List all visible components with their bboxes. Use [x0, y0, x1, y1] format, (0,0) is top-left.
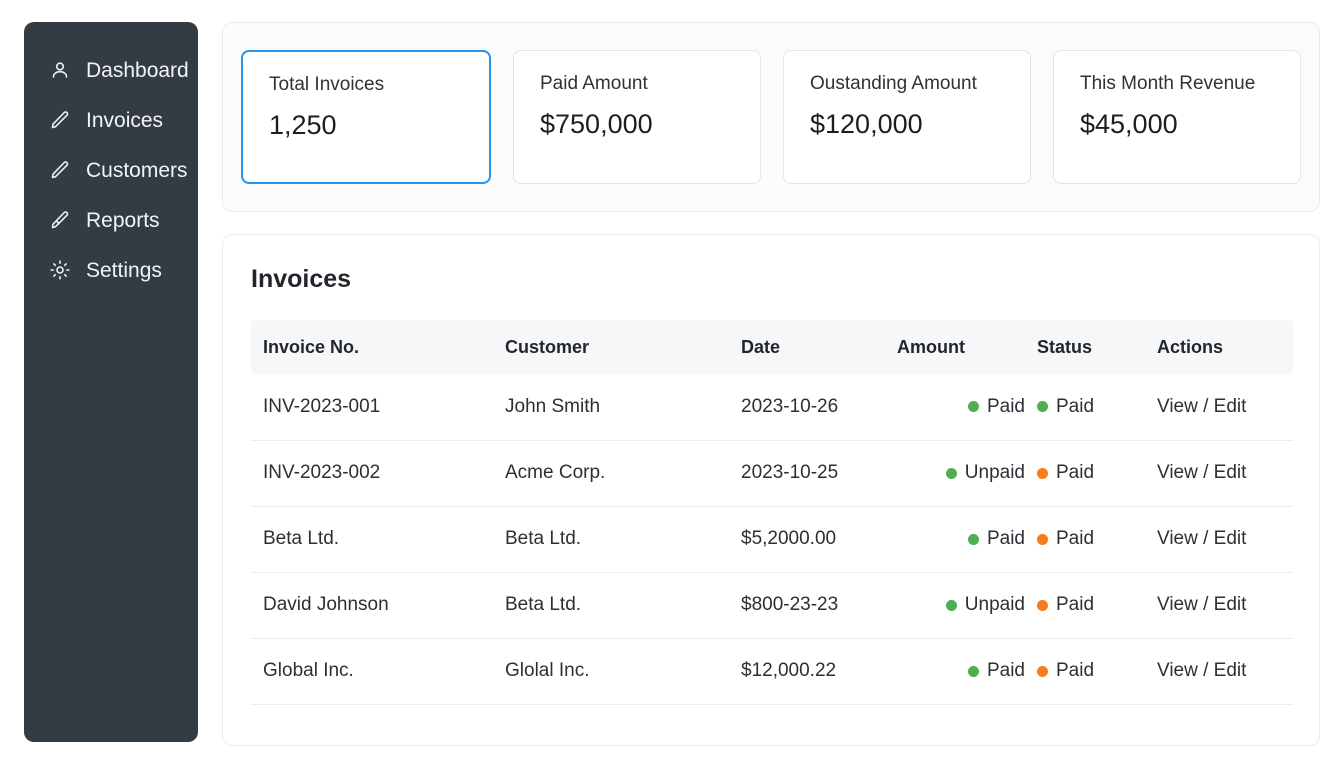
status-dot-icon — [968, 401, 979, 412]
cell-amount-text: Paid — [986, 660, 1025, 681]
cell-invoice-no: David Johnson — [251, 572, 493, 638]
status-badge: Paid — [1056, 660, 1095, 681]
status-dot-icon — [1037, 666, 1048, 677]
stat-card-outstanding-amount[interactable] — [783, 50, 1031, 184]
main-content — [222, 22, 1320, 746]
cell-invoice-no: Beta Ltd. — [251, 506, 493, 572]
pencil-icon — [48, 208, 72, 232]
sidebar — [24, 22, 198, 742]
stat-label: Paid Amount — [540, 73, 648, 94]
view-edit-link[interactable]: View / Edit — [1157, 660, 1247, 681]
status-dot-icon — [946, 600, 957, 611]
table-row[interactable] — [251, 374, 1293, 440]
cell-amount-text: Unpaid — [964, 462, 1025, 483]
cell-invoice-no: INV-2023-001 — [251, 374, 493, 440]
table-row[interactable] — [251, 572, 1293, 638]
table-row[interactable] — [251, 506, 1293, 572]
cell-amount-text: Paid — [986, 528, 1025, 549]
stat-value: $45,000 — [1080, 109, 1178, 139]
sidebar-item-label: Settings — [86, 258, 162, 282]
table-header-row — [251, 320, 1293, 374]
cell-amount-text: Paid — [986, 395, 1025, 417]
cell-amount — [885, 506, 1025, 572]
cell-customer: Beta Ltd. — [493, 506, 729, 572]
stat-card-paid-amount[interactable] — [513, 50, 761, 184]
column-header-customer[interactable]: Customer — [493, 320, 729, 374]
status-dot-icon — [946, 468, 957, 479]
cell-customer: Beta Ltd. — [493, 572, 729, 638]
table-row[interactable] — [251, 638, 1293, 704]
column-header-status[interactable]: Status — [1025, 320, 1145, 374]
cell-date: 2023-10-26 — [729, 374, 885, 440]
cell-status — [1025, 374, 1145, 440]
cell-date: $12,000.22 — [729, 638, 885, 704]
stat-value: $120,000 — [810, 109, 923, 139]
cell-amount-text: Unpaid — [964, 594, 1025, 615]
status-badge: Paid — [1056, 462, 1095, 483]
sidebar-item-reports[interactable] — [24, 198, 198, 242]
cell-customer: Glolal Inc. — [493, 638, 729, 704]
cell-actions — [1145, 572, 1293, 638]
invoices-panel — [222, 234, 1320, 746]
cell-status — [1025, 506, 1145, 572]
sidebar-item-invoices[interactable] — [24, 98, 198, 142]
invoices-table — [251, 320, 1293, 705]
column-header-amount[interactable]: Amount — [885, 320, 1025, 374]
cell-amount — [885, 638, 1025, 704]
cell-date: 2023-10-25 — [729, 440, 885, 506]
cell-actions — [1145, 440, 1293, 506]
view-edit-link[interactable]: View / Edit — [1157, 395, 1247, 417]
cell-actions — [1145, 506, 1293, 572]
cell-date: $5,2000.00 — [729, 506, 885, 572]
stat-label: Oustanding Amount — [810, 73, 977, 94]
cell-status — [1025, 440, 1145, 506]
status-dot-icon — [1037, 401, 1048, 412]
status-badge: Paid — [1056, 395, 1095, 417]
column-header-invoice-no[interactable]: Invoice No. — [251, 320, 493, 374]
sidebar-item-dashboard[interactable] — [24, 48, 198, 92]
cell-actions — [1145, 374, 1293, 440]
cell-status — [1025, 572, 1145, 638]
cell-customer: John Smith — [493, 374, 729, 440]
cell-date: $800-23-23 — [729, 572, 885, 638]
view-edit-link[interactable]: View / Edit — [1157, 528, 1247, 549]
sidebar-item-label: Dashboard — [86, 58, 189, 82]
status-badge: Paid — [1056, 594, 1095, 615]
table-header — [251, 320, 1293, 374]
view-edit-link[interactable]: View / Edit — [1157, 462, 1247, 483]
pencil-icon — [48, 108, 72, 132]
status-dot-icon — [968, 666, 979, 677]
stat-label: Total Invoices — [269, 74, 385, 95]
stat-label: This Month Revenue — [1080, 73, 1256, 94]
table-body — [251, 374, 1293, 704]
cell-customer: Acme Corp. — [493, 440, 729, 506]
status-badge: Paid — [1056, 528, 1095, 549]
user-circle-icon — [48, 58, 72, 82]
sidebar-item-settings[interactable] — [24, 248, 198, 292]
cell-status — [1025, 638, 1145, 704]
cell-amount — [885, 374, 1025, 440]
stat-card-total-invoices[interactable] — [241, 50, 491, 184]
page-title: Invoices — [251, 265, 352, 293]
status-dot-icon — [1037, 468, 1048, 479]
cell-invoice-no: INV-2023-002 — [251, 440, 493, 506]
table-row[interactable] — [251, 440, 1293, 506]
cell-actions — [1145, 638, 1293, 704]
stats-panel — [222, 22, 1320, 212]
status-dot-icon — [1037, 534, 1048, 545]
sidebar-item-label: Invoices — [86, 108, 164, 132]
gear-icon — [48, 258, 72, 282]
cell-invoice-no: Global Inc. — [251, 638, 493, 704]
sidebar-item-label: Reports — [86, 208, 160, 232]
stat-value: 1,250 — [269, 110, 337, 140]
view-edit-link[interactable]: View / Edit — [1157, 594, 1247, 615]
stat-value: $750,000 — [540, 109, 653, 139]
column-header-date[interactable]: Date — [729, 320, 885, 374]
sidebar-item-customers[interactable] — [24, 148, 198, 192]
status-dot-icon — [1037, 600, 1048, 611]
sidebar-item-label: Customers — [86, 158, 188, 182]
status-dot-icon — [968, 534, 979, 545]
cell-amount — [885, 572, 1025, 638]
stat-card-this-month-revenue[interactable] — [1053, 50, 1301, 184]
cell-amount — [885, 440, 1025, 506]
column-header-actions[interactable]: Actions — [1145, 320, 1293, 374]
pencil-icon — [48, 158, 72, 182]
